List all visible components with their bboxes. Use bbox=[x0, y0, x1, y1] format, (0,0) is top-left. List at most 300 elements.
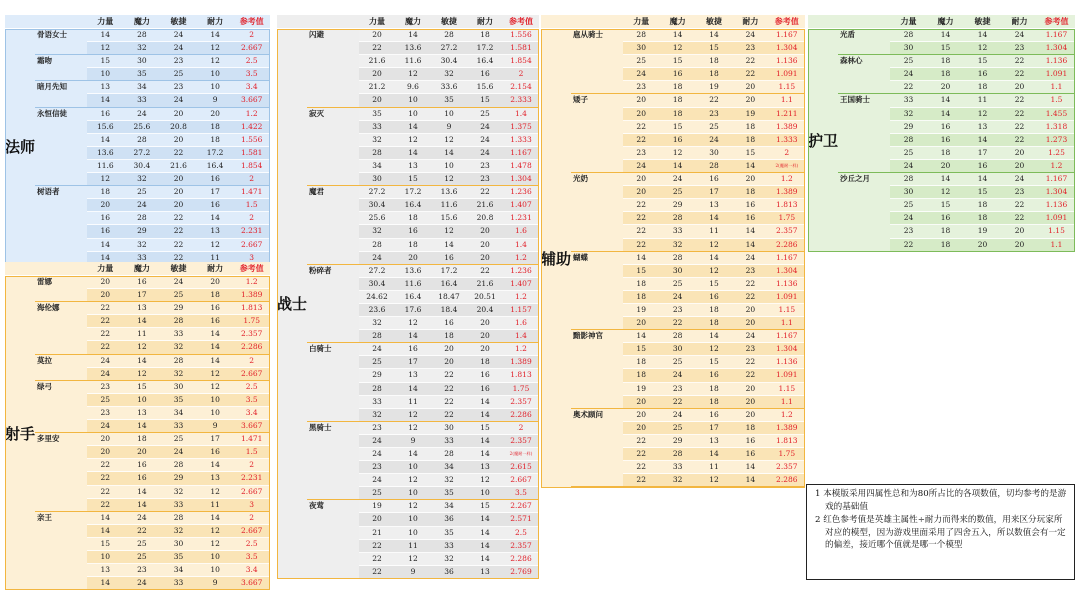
stat-value: 13 bbox=[124, 302, 161, 315]
reference-value: 3.4 bbox=[233, 81, 270, 94]
stat-value: 24 bbox=[659, 409, 695, 422]
stat-value: 18 bbox=[623, 278, 659, 291]
reference-value: 2.357 bbox=[503, 396, 539, 409]
reference-value: 1.407 bbox=[503, 199, 539, 212]
stat-value: 22 bbox=[431, 409, 467, 422]
hero-name: 王国骑士 bbox=[838, 94, 890, 173]
stat-value: 27.2 bbox=[124, 147, 161, 160]
section-tank bbox=[808, 15, 1075, 252]
reference-value: 2 bbox=[233, 29, 270, 42]
stat-value: 18 bbox=[964, 81, 1001, 94]
stat-value: 20 bbox=[927, 81, 964, 94]
stat-value: 22 bbox=[732, 68, 768, 81]
stat-value: 14 bbox=[623, 330, 659, 343]
stat-value: 15.6 bbox=[467, 81, 503, 94]
stat-value: 11 bbox=[964, 94, 1001, 107]
stat-value: 9 bbox=[197, 94, 234, 107]
stat-value: 29 bbox=[124, 225, 161, 238]
reference-value: 2.231 bbox=[233, 225, 270, 238]
stat-value: 20 bbox=[87, 276, 124, 289]
hero-name: 粉碎者 bbox=[307, 265, 359, 344]
stat-value: 22 bbox=[732, 55, 768, 68]
reference-value: 1.136 bbox=[1038, 199, 1075, 212]
stat-value: 20 bbox=[87, 199, 124, 212]
reference-value: 1.1 bbox=[1038, 81, 1075, 94]
stat-value: 14 bbox=[927, 29, 964, 42]
stat-value: 14 bbox=[395, 383, 431, 396]
stat-value: 10 bbox=[87, 68, 124, 81]
stat-value: 17 bbox=[696, 422, 732, 435]
stat-value: 24 bbox=[160, 42, 197, 55]
section-archer bbox=[5, 262, 270, 590]
stat-value: 32 bbox=[359, 317, 395, 330]
stat-value: 14 bbox=[732, 461, 768, 474]
stat-value: 22 bbox=[1001, 68, 1038, 81]
stat-value: 16 bbox=[197, 302, 234, 315]
reference-value: 1.389 bbox=[233, 289, 270, 302]
stat-value: 18 bbox=[431, 330, 467, 343]
stat-value: 22 bbox=[467, 186, 503, 199]
hero-name: 蝴蝶 bbox=[571, 252, 623, 331]
reference-value: 1.333 bbox=[769, 134, 805, 147]
stat-value: 23 bbox=[359, 461, 395, 474]
hero-name: 光盾 bbox=[838, 29, 890, 55]
stat-value: 23 bbox=[87, 407, 124, 420]
stat-value: 12 bbox=[395, 553, 431, 566]
reference-value: 1.136 bbox=[1038, 55, 1075, 68]
column-header-2: 敏捷 bbox=[964, 15, 1001, 29]
stat-value: 20 bbox=[1001, 147, 1038, 160]
stat-value: 20 bbox=[160, 173, 197, 186]
reference-value: 1.5 bbox=[233, 199, 270, 212]
stat-value: 14 bbox=[431, 239, 467, 252]
stat-value: 24 bbox=[87, 420, 124, 433]
stat-value: 20.4 bbox=[467, 304, 503, 317]
stat-value: 16 bbox=[659, 68, 695, 81]
reference-value: 2.267 bbox=[503, 500, 539, 513]
stat-value: 30 bbox=[124, 55, 161, 68]
stat-value: 25 bbox=[890, 199, 927, 212]
stat-value: 14 bbox=[395, 29, 431, 42]
stat-value: 18.4 bbox=[431, 304, 467, 317]
reference-value: 1.471 bbox=[233, 186, 270, 199]
class-label-mage: 法师 bbox=[5, 29, 35, 265]
stat-value: 34 bbox=[160, 564, 197, 577]
column-header-3: 耐力 bbox=[732, 15, 768, 29]
reference-value: 1.167 bbox=[503, 147, 539, 160]
hero-name: 多里安 bbox=[35, 433, 87, 512]
stat-value: 24 bbox=[124, 199, 161, 212]
stat-value: 21.6 bbox=[467, 199, 503, 212]
header-blank bbox=[838, 15, 890, 29]
stat-value: 14 bbox=[197, 212, 234, 225]
stat-value: 12 bbox=[696, 343, 732, 356]
stat-value: 20 bbox=[964, 239, 1001, 252]
stat-value: 14 bbox=[87, 252, 124, 265]
stat-value: 16 bbox=[431, 252, 467, 265]
hero-name: 雷娜 bbox=[35, 276, 87, 302]
stat-value: 18 bbox=[623, 291, 659, 304]
stat-value: 20 bbox=[732, 173, 768, 186]
stat-value: 22 bbox=[160, 212, 197, 225]
reference-value: 2.571 bbox=[503, 513, 539, 526]
stat-value: 13.6 bbox=[87, 147, 124, 160]
stat-value: 20 bbox=[467, 252, 503, 265]
hero-name: 骨语女士 bbox=[35, 29, 87, 55]
reference-value: 2.667 bbox=[233, 486, 270, 499]
stat-value: 25.6 bbox=[359, 212, 395, 225]
stat-value: 27.2 bbox=[431, 42, 467, 55]
reference-value: 1.304 bbox=[769, 42, 805, 55]
stat-value: 32 bbox=[659, 474, 695, 487]
stat-value: 14 bbox=[124, 355, 161, 368]
stat-value: 33 bbox=[160, 420, 197, 433]
stat-value: 18 bbox=[659, 94, 695, 107]
stat-value: 20 bbox=[732, 81, 768, 94]
stat-value: 20 bbox=[732, 396, 768, 409]
stat-value: 30.4 bbox=[359, 278, 395, 291]
hero-name: 矮子 bbox=[571, 94, 623, 173]
stat-value: 14 bbox=[659, 160, 695, 173]
stat-value: 13 bbox=[124, 407, 161, 420]
stat-value: 16 bbox=[927, 121, 964, 134]
stat-value: 20 bbox=[160, 199, 197, 212]
reference-value: 1.813 bbox=[233, 302, 270, 315]
stat-value: 22 bbox=[124, 525, 161, 538]
reference-value: 2 bbox=[233, 459, 270, 472]
stat-value: 28 bbox=[890, 173, 927, 186]
reference-value: 3.4 bbox=[233, 564, 270, 577]
stat-value: 18 bbox=[659, 108, 695, 121]
stat-value: 20 bbox=[1001, 225, 1038, 238]
reference-value: 1.136 bbox=[769, 55, 805, 68]
reference-value: 1.167 bbox=[1038, 173, 1075, 186]
stat-value: 14 bbox=[696, 330, 732, 343]
stat-value: 25 bbox=[659, 356, 695, 369]
reference-value: 1.333 bbox=[503, 134, 539, 147]
stat-value: 15 bbox=[623, 343, 659, 356]
stat-value: 13 bbox=[395, 160, 431, 173]
stat-value: 24 bbox=[160, 29, 197, 42]
stat-value: 22 bbox=[623, 212, 659, 225]
reference-value: 1.15 bbox=[769, 383, 805, 396]
stat-value: 23 bbox=[160, 55, 197, 68]
reference-value: 1.167 bbox=[1038, 29, 1075, 42]
reference-value: 1.455 bbox=[1038, 108, 1075, 121]
header-blank bbox=[5, 262, 35, 276]
stat-value: 30 bbox=[659, 343, 695, 356]
stat-value: 18 bbox=[696, 68, 732, 81]
hero-name: 魔君 bbox=[307, 186, 359, 265]
reference-value: 2.5 bbox=[503, 527, 539, 540]
stat-value: 12 bbox=[964, 108, 1001, 121]
stat-value: 20 bbox=[623, 173, 659, 186]
stat-value: 20 bbox=[1001, 81, 1038, 94]
stat-value: 12 bbox=[659, 42, 695, 55]
column-header-3: 耐力 bbox=[467, 15, 503, 29]
stat-value: 15 bbox=[696, 356, 732, 369]
stat-value: 33 bbox=[659, 225, 695, 238]
stat-value: 20 bbox=[467, 343, 503, 356]
stat-value: 32 bbox=[359, 409, 395, 422]
stat-value: 32 bbox=[124, 42, 161, 55]
stat-value: 28 bbox=[890, 29, 927, 42]
stat-value: 23 bbox=[732, 42, 768, 55]
stat-value: 19 bbox=[696, 81, 732, 94]
stat-value: 24 bbox=[1001, 173, 1038, 186]
stat-value: 22 bbox=[732, 369, 768, 382]
stat-value: 25 bbox=[160, 433, 197, 446]
stat-value: 22 bbox=[732, 356, 768, 369]
reference-value: 1.157 bbox=[503, 304, 539, 317]
stat-value: 16 bbox=[696, 291, 732, 304]
stat-value: 14 bbox=[732, 225, 768, 238]
stat-value: 32 bbox=[160, 525, 197, 538]
hero-name: 暗月先知 bbox=[35, 81, 87, 107]
reference-value: 1.304 bbox=[1038, 186, 1075, 199]
stat-value: 28 bbox=[124, 29, 161, 42]
stat-value: 11 bbox=[696, 461, 732, 474]
reference-value: 1.236 bbox=[503, 186, 539, 199]
stat-value: 20 bbox=[467, 225, 503, 238]
stat-value: 24 bbox=[1001, 29, 1038, 42]
stat-value: 10 bbox=[197, 394, 234, 407]
stat-value: 11.6 bbox=[395, 55, 431, 68]
stat-value: 32 bbox=[431, 68, 467, 81]
stat-value: 20 bbox=[623, 409, 659, 422]
stat-value: 22 bbox=[623, 225, 659, 238]
stat-value: 22 bbox=[87, 341, 124, 354]
reference-value: 1.25 bbox=[1038, 147, 1075, 160]
stat-value: 35 bbox=[124, 68, 161, 81]
stat-value: 16 bbox=[732, 435, 768, 448]
stat-value: 16 bbox=[87, 212, 124, 225]
stat-value: 9 bbox=[197, 420, 234, 433]
reference-value: 1.389 bbox=[503, 356, 539, 369]
stat-value: 17.6 bbox=[395, 304, 431, 317]
reference-value: 1.389 bbox=[769, 186, 805, 199]
column-header-2: 敏捷 bbox=[160, 262, 197, 276]
stat-value: 17.2 bbox=[395, 186, 431, 199]
stat-value: 10 bbox=[395, 513, 431, 526]
stat-value: 16 bbox=[87, 108, 124, 121]
stat-value: 28 bbox=[696, 160, 732, 173]
stat-value: 12 bbox=[87, 42, 124, 55]
reference-value: 1.581 bbox=[233, 147, 270, 160]
hero-name: 扈从骑士 bbox=[571, 29, 623, 94]
stat-value: 16 bbox=[124, 276, 161, 289]
stat-value: 20 bbox=[623, 94, 659, 107]
stat-value: 16 bbox=[659, 134, 695, 147]
reference-value: 2.667 bbox=[233, 42, 270, 55]
stat-value: 23 bbox=[87, 381, 124, 394]
reference-value: 1.2 bbox=[769, 409, 805, 422]
reference-value: 1.75 bbox=[769, 212, 805, 225]
stat-value: 10 bbox=[431, 108, 467, 121]
stat-value: 22 bbox=[659, 396, 695, 409]
stat-value: 32 bbox=[359, 225, 395, 238]
stat-value: 25 bbox=[659, 422, 695, 435]
reference-value: 1.389 bbox=[769, 422, 805, 435]
reference-value: 1.556 bbox=[233, 134, 270, 147]
stat-value: 17.2 bbox=[197, 147, 234, 160]
stat-value: 24 bbox=[359, 252, 395, 265]
stat-value: 16 bbox=[197, 173, 234, 186]
stat-value: 33 bbox=[431, 435, 467, 448]
reference-value: 2.5 bbox=[233, 381, 270, 394]
reference-value: 1.304 bbox=[769, 343, 805, 356]
stat-value: 12 bbox=[124, 341, 161, 354]
stat-value: 23 bbox=[732, 265, 768, 278]
stat-value: 20 bbox=[623, 108, 659, 121]
stat-value: 22 bbox=[467, 265, 503, 278]
reference-value: 1.2 bbox=[1038, 160, 1075, 173]
stat-value: 25 bbox=[659, 186, 695, 199]
stat-value: 14 bbox=[696, 252, 732, 265]
stat-value: 10 bbox=[431, 160, 467, 173]
stat-value: 22 bbox=[1001, 108, 1038, 121]
stat-value: 23 bbox=[623, 81, 659, 94]
stat-value: 22 bbox=[1001, 121, 1038, 134]
stat-value: 20 bbox=[467, 239, 503, 252]
stat-value: 30.4 bbox=[359, 199, 395, 212]
section-mage bbox=[5, 15, 270, 265]
stat-value: 17.2 bbox=[431, 265, 467, 278]
stat-value: 16 bbox=[467, 68, 503, 81]
stat-value: 18 bbox=[467, 356, 503, 369]
stat-value: 22 bbox=[160, 252, 197, 265]
stat-value: 34 bbox=[431, 461, 467, 474]
stat-value: 14 bbox=[927, 94, 964, 107]
stat-value: 23 bbox=[359, 422, 395, 435]
stat-value: 14 bbox=[696, 212, 732, 225]
stat-value: 18 bbox=[696, 317, 732, 330]
stat-value: 14 bbox=[395, 121, 431, 134]
stat-value: 25 bbox=[623, 55, 659, 68]
stat-value: 14 bbox=[87, 94, 124, 107]
stat-value: 22 bbox=[359, 42, 395, 55]
stat-value: 32 bbox=[359, 134, 395, 147]
stat-value: 20 bbox=[623, 396, 659, 409]
stat-value: 14 bbox=[623, 252, 659, 265]
stat-value: 30 bbox=[890, 42, 927, 55]
stat-value: 20 bbox=[431, 356, 467, 369]
reference-value: 1.6 bbox=[503, 317, 539, 330]
stat-value: 34 bbox=[124, 81, 161, 94]
reference-value: 1.75 bbox=[769, 448, 805, 461]
stat-value: 28 bbox=[431, 29, 467, 42]
stat-value: 25 bbox=[696, 121, 732, 134]
header-blank bbox=[5, 15, 35, 29]
stat-value: 13 bbox=[197, 472, 234, 485]
stat-value: 23 bbox=[467, 160, 503, 173]
stat-value: 18 bbox=[964, 199, 1001, 212]
column-header-4: 参考值 bbox=[233, 15, 270, 29]
stat-value: 14 bbox=[197, 459, 234, 472]
stat-value: 33 bbox=[160, 499, 197, 512]
stat-value: 14 bbox=[124, 499, 161, 512]
stat-value: 13.6 bbox=[431, 186, 467, 199]
stat-value: 22 bbox=[87, 459, 124, 472]
stat-value: 20 bbox=[623, 317, 659, 330]
stat-value: 30 bbox=[659, 265, 695, 278]
stat-value: 19 bbox=[964, 225, 1001, 238]
stat-value: 28 bbox=[659, 448, 695, 461]
reference-value: 1.4 bbox=[503, 330, 539, 343]
stat-value: 10 bbox=[197, 81, 234, 94]
stat-value: 18 bbox=[927, 55, 964, 68]
stat-value: 12 bbox=[124, 368, 161, 381]
column-header-4: 参考值 bbox=[769, 15, 805, 29]
reference-value: 1.854 bbox=[233, 160, 270, 173]
reference-value: 1.304 bbox=[1038, 42, 1075, 55]
reference-value: 2.357 bbox=[769, 225, 805, 238]
stat-value: 20 bbox=[160, 108, 197, 121]
stat-value: 20 bbox=[467, 317, 503, 330]
hero-name: 光奶 bbox=[571, 173, 623, 252]
reference-value: 3.5 bbox=[503, 487, 539, 500]
reference-value: 1.167 bbox=[769, 330, 805, 343]
reference-value: 2 bbox=[233, 355, 270, 368]
stat-value: 9.6 bbox=[395, 81, 431, 94]
stat-value: 10 bbox=[467, 487, 503, 500]
reference-value: 1.478 bbox=[503, 160, 539, 173]
stat-value: 30 bbox=[696, 147, 732, 160]
stat-value: 12 bbox=[197, 486, 234, 499]
stat-value: 22 bbox=[890, 81, 927, 94]
stat-value: 28 bbox=[160, 315, 197, 328]
stat-value: 16 bbox=[467, 383, 503, 396]
hero-name: 莫拉 bbox=[35, 355, 87, 381]
stat-value: 12 bbox=[395, 409, 431, 422]
stat-value: 20 bbox=[623, 186, 659, 199]
stat-value: 18 bbox=[623, 369, 659, 382]
stat-value: 17 bbox=[964, 147, 1001, 160]
stat-value: 14 bbox=[395, 448, 431, 461]
stat-value: 14 bbox=[927, 108, 964, 121]
section-warrior bbox=[277, 15, 539, 579]
header-blank bbox=[35, 262, 87, 276]
stat-value: 35 bbox=[431, 527, 467, 540]
stat-value: 18 bbox=[696, 304, 732, 317]
stat-value: 15 bbox=[467, 422, 503, 435]
section-support bbox=[541, 15, 805, 487]
stat-value: 16.4 bbox=[395, 199, 431, 212]
stat-value: 14 bbox=[732, 239, 768, 252]
reference-value: 2.615 bbox=[503, 461, 539, 474]
header-blank bbox=[35, 15, 87, 29]
stat-value: 10 bbox=[395, 94, 431, 107]
reference-value: 1.813 bbox=[503, 369, 539, 382]
stat-value: 20 bbox=[160, 186, 197, 199]
column-header-1: 魔力 bbox=[659, 15, 695, 29]
stat-value: 20 bbox=[431, 343, 467, 356]
reference-value: 1.75 bbox=[233, 315, 270, 328]
header-blank bbox=[277, 15, 307, 29]
stat-value: 25 bbox=[467, 108, 503, 121]
column-header-2: 敏捷 bbox=[160, 15, 197, 29]
stat-value: 22 bbox=[359, 553, 395, 566]
reference-value: 1.75 bbox=[503, 383, 539, 396]
reference-value: 2.357 bbox=[503, 540, 539, 553]
stat-value: 18 bbox=[696, 55, 732, 68]
reference-value: 1.5 bbox=[233, 446, 270, 459]
stat-value: 14 bbox=[467, 396, 503, 409]
reference-value: 1.091 bbox=[769, 369, 805, 382]
reference-value: 1.1 bbox=[769, 396, 805, 409]
class-label-archer: 射手 bbox=[5, 276, 35, 590]
stat-value: 23 bbox=[890, 225, 927, 238]
